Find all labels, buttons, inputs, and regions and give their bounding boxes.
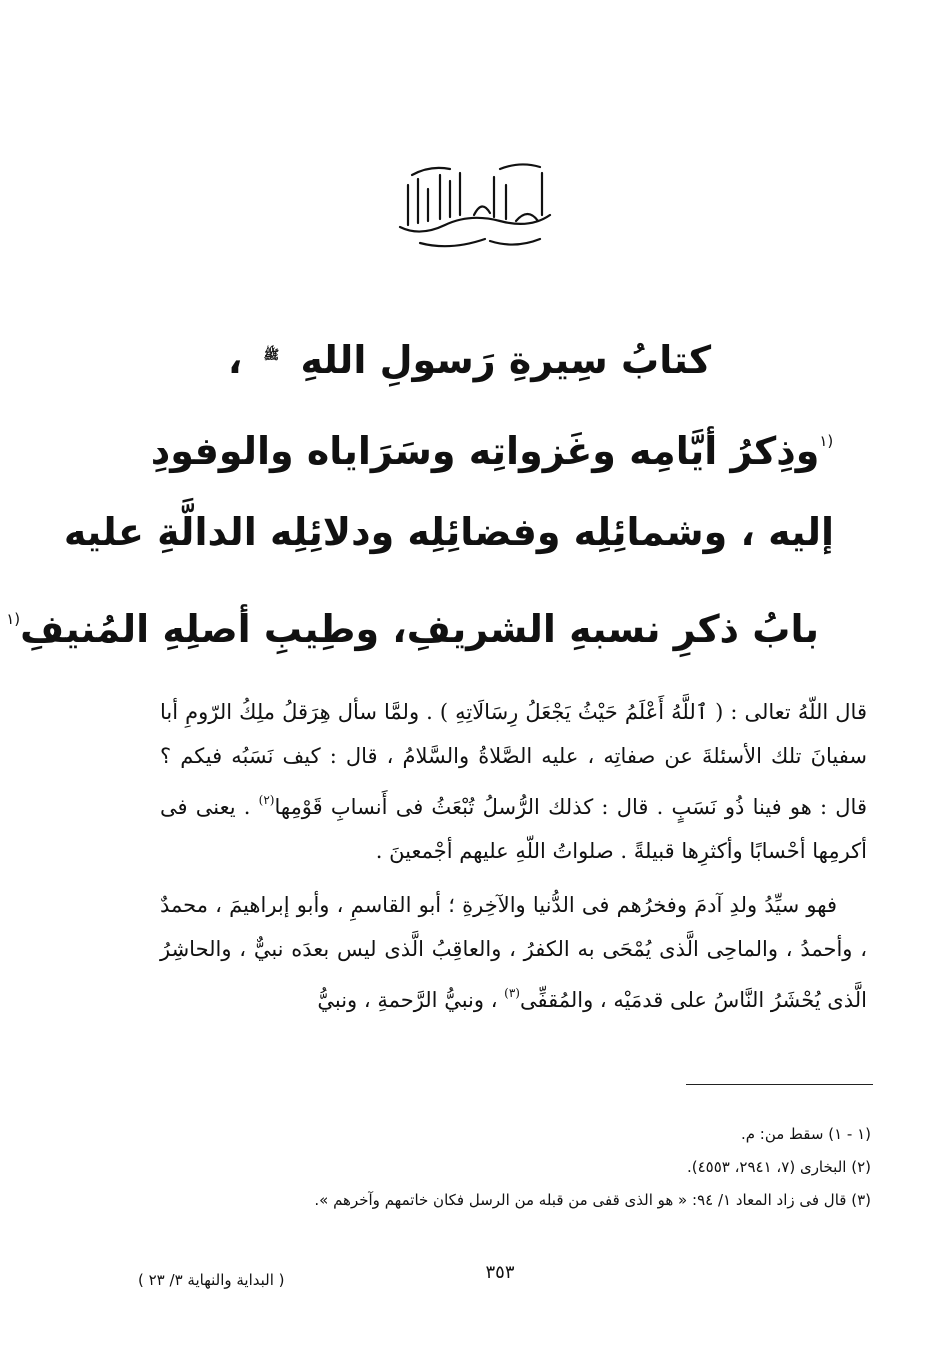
- footnote-marker: (١: [819, 432, 834, 450]
- subtitle-line-2: إليه ، وشمائِلِه وفضائِلِه ودلائِلِه الدالَّةِ عليه: [63, 510, 834, 554]
- paragraph: [160, 690, 867, 873]
- footnote-marker: (٢): [258, 793, 275, 807]
- footnote: (٣) قال فى زاد المعاد ١/ ٩٤: « هو الذى قفى من قبله من الرسل فكان خاتمهم وآخرهم ».: [314, 1191, 871, 1209]
- footnote-marker: (٣): [504, 986, 520, 1000]
- basmala-calligraphy-icon: [390, 155, 560, 255]
- paragraph-text: ، ونبيُّ الرَّحمةِ ، ونبيُّ: [317, 988, 505, 1012]
- footnotes: [160, 1118, 871, 1217]
- book-title-text: كتابُ سِيرةِ رَسولِ اللهِ: [300, 338, 712, 382]
- paragraph-text: . يعنى فى أكرمِها أحْسابًا وأكثرِها قبيلةً . صلواتُ اللّهِ عليهم أجْمعينَ .: [160, 795, 867, 863]
- main-text: [160, 690, 867, 1032]
- book-title-line: [190, 332, 749, 384]
- footnote-marker: (١: [6, 610, 21, 628]
- basmala-calligraphy: [0, 155, 949, 255]
- source-reference: ( البداية والنهاية ٣/ ٢٣ ): [138, 1271, 285, 1289]
- subtitle-line-1-text: وذِكرُ أيَّامِه وغَزواتِه وسَرَاياه والوفودِ: [150, 429, 820, 473]
- footnote: (١ - ١) سقط من: م.: [740, 1125, 871, 1143]
- subtitle-line-1: [150, 417, 834, 475]
- footnote: (٢) البخارى (٧، ٢٩٤١، ٤٥٥٣).: [686, 1158, 871, 1176]
- section-title-text: بابُ ذكرِ نسبهِ الشريفِ، وطِيبِ أصلِهِ المُنيفِ: [20, 607, 819, 651]
- footnote-divider: [686, 1084, 873, 1085]
- page-number: ٣٥٣: [485, 1262, 515, 1283]
- book-title-suffix: ،: [227, 338, 243, 382]
- paragraph-text: فهو سيِّدُ ولدِ آدمَ وفخرُهم فى الدُّنيا والآخِرةِ ؛ أبو القاسمِ ، وأبو إبراهيمَ ، محمدٌ ، وأحمدُ ، والماحِى الَّذى يُمْحَى به الكفرُ ، والعاقِبُ الَّذى ليس بعدَه نبيٌّ ، والحاشِرُ الَّذى يُحْشَرُ النَّاسُ على قدمَيْه ، والمُقفِّى: [160, 893, 867, 1012]
- paragraph-text: قال اللّهُ تعالى : ( ٱللَّهُ أَعْلَمُ حَيْثُ يَجْعَلُ رِسَالَاتِهِ ) . ولمَّا سأل هِرَقلُ ملِكُ الرّومِ أبا سفيانَ تلك الأسئلةَ عن صفاتِه ، عليه الصَّلاةُ والسَّلامُ ، قال : كيف نَسَبُه فيكم ؟ قال : هو فينا ذُو نَسَبٍ . قال : كذلك الرُّسلُ تُبْعَثُ فى أَنسابِ قَوْمِها: [160, 700, 867, 819]
- salla-allah-icon: ﷺ: [263, 348, 280, 363]
- section-title: [6, 595, 819, 653]
- paragraph: [160, 883, 867, 1022]
